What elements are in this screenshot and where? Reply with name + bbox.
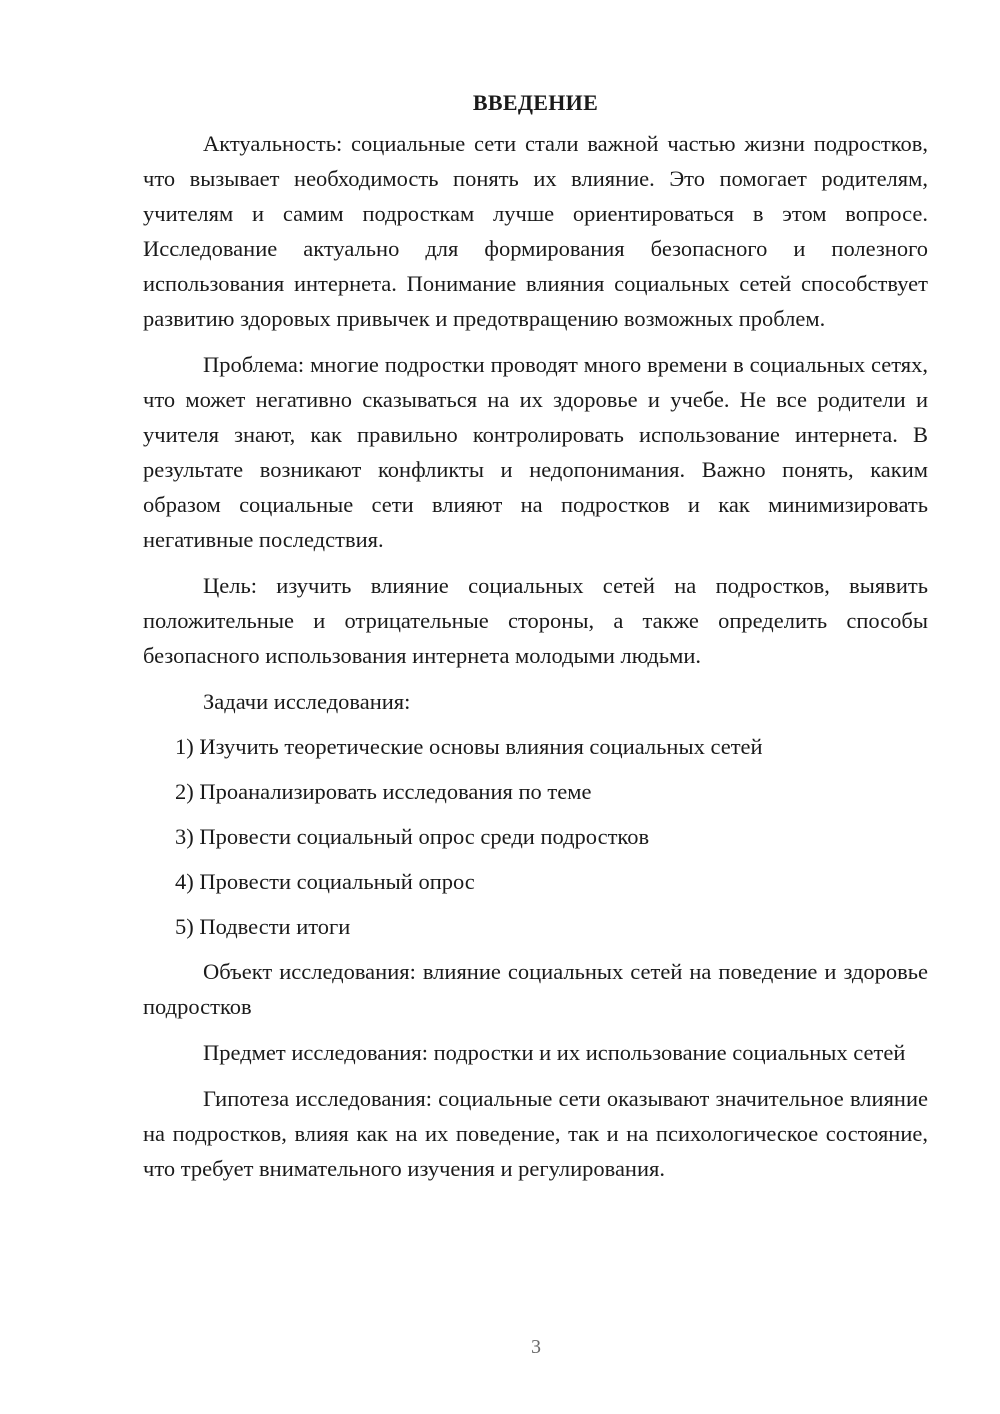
- problem-paragraph: Проблема: многие подростки проводят много времени в социальных сетях, что может негативно сказываться на их здоровье и учебе. Не все родители и учителя знают, как правильно контролировать использование интернета. В результате возникают конфликты и недопонимания. Важно понять, каким образом социальные сети влияют на подростков и как минимизировать негативные последствия.: [143, 352, 928, 552]
- page-content: [143, 88, 928, 1197]
- task-item-5: 5) Подвести итоги: [175, 914, 351, 939]
- goal-paragraph: Цель: изучить влияние социальных сетей на подростков, выявить положительные и отрицательные стороны, а также определить способы безопасного использования интернета молодыми людьми.: [143, 573, 928, 668]
- task-item-1: 1) Изучить теоретические основы влияния социальных сетей: [175, 734, 763, 759]
- task-item-2: 2) Проанализировать исследования по теме: [175, 779, 592, 804]
- object-paragraph: Объект исследования: влияние социальных сетей на поведение и здоровье подростков: [143, 959, 928, 1019]
- page-title: ВВЕДЕНИЕ: [472, 90, 599, 115]
- tasks-list: [143, 729, 928, 944]
- task-item-4: 4) Провести социальный опрос: [175, 869, 475, 894]
- task-item-3: 3) Провести социальный опрос среди подростков: [175, 824, 650, 849]
- tasks-heading: Задачи исследования:: [203, 689, 411, 714]
- subject-paragraph: Предмет исследования: подростки и их использование социальных сетей: [203, 1040, 906, 1065]
- relevance-paragraph: Актуальность: социальные сети стали важной частью жизни подростков, что вызывает необходимость понять их влияние. Это помогает родителям, учителям и самим подросткам лучше ориентироваться в этом вопросе. Исследование актуально для формирования безопасного и полезного использования интернета. Понимание влияния социальных сетей способствует развитию здоровых привычек и предотвращению возможных проблем.: [143, 131, 928, 331]
- hypothesis-paragraph: Гипотеза исследования: социальные сети оказывают значительное влияние на подростков, влияя как на их поведение, так и на психологическое состояние, что требует внимательного изучения и регулирования.: [143, 1086, 928, 1181]
- page-number: 3: [531, 1336, 541, 1358]
